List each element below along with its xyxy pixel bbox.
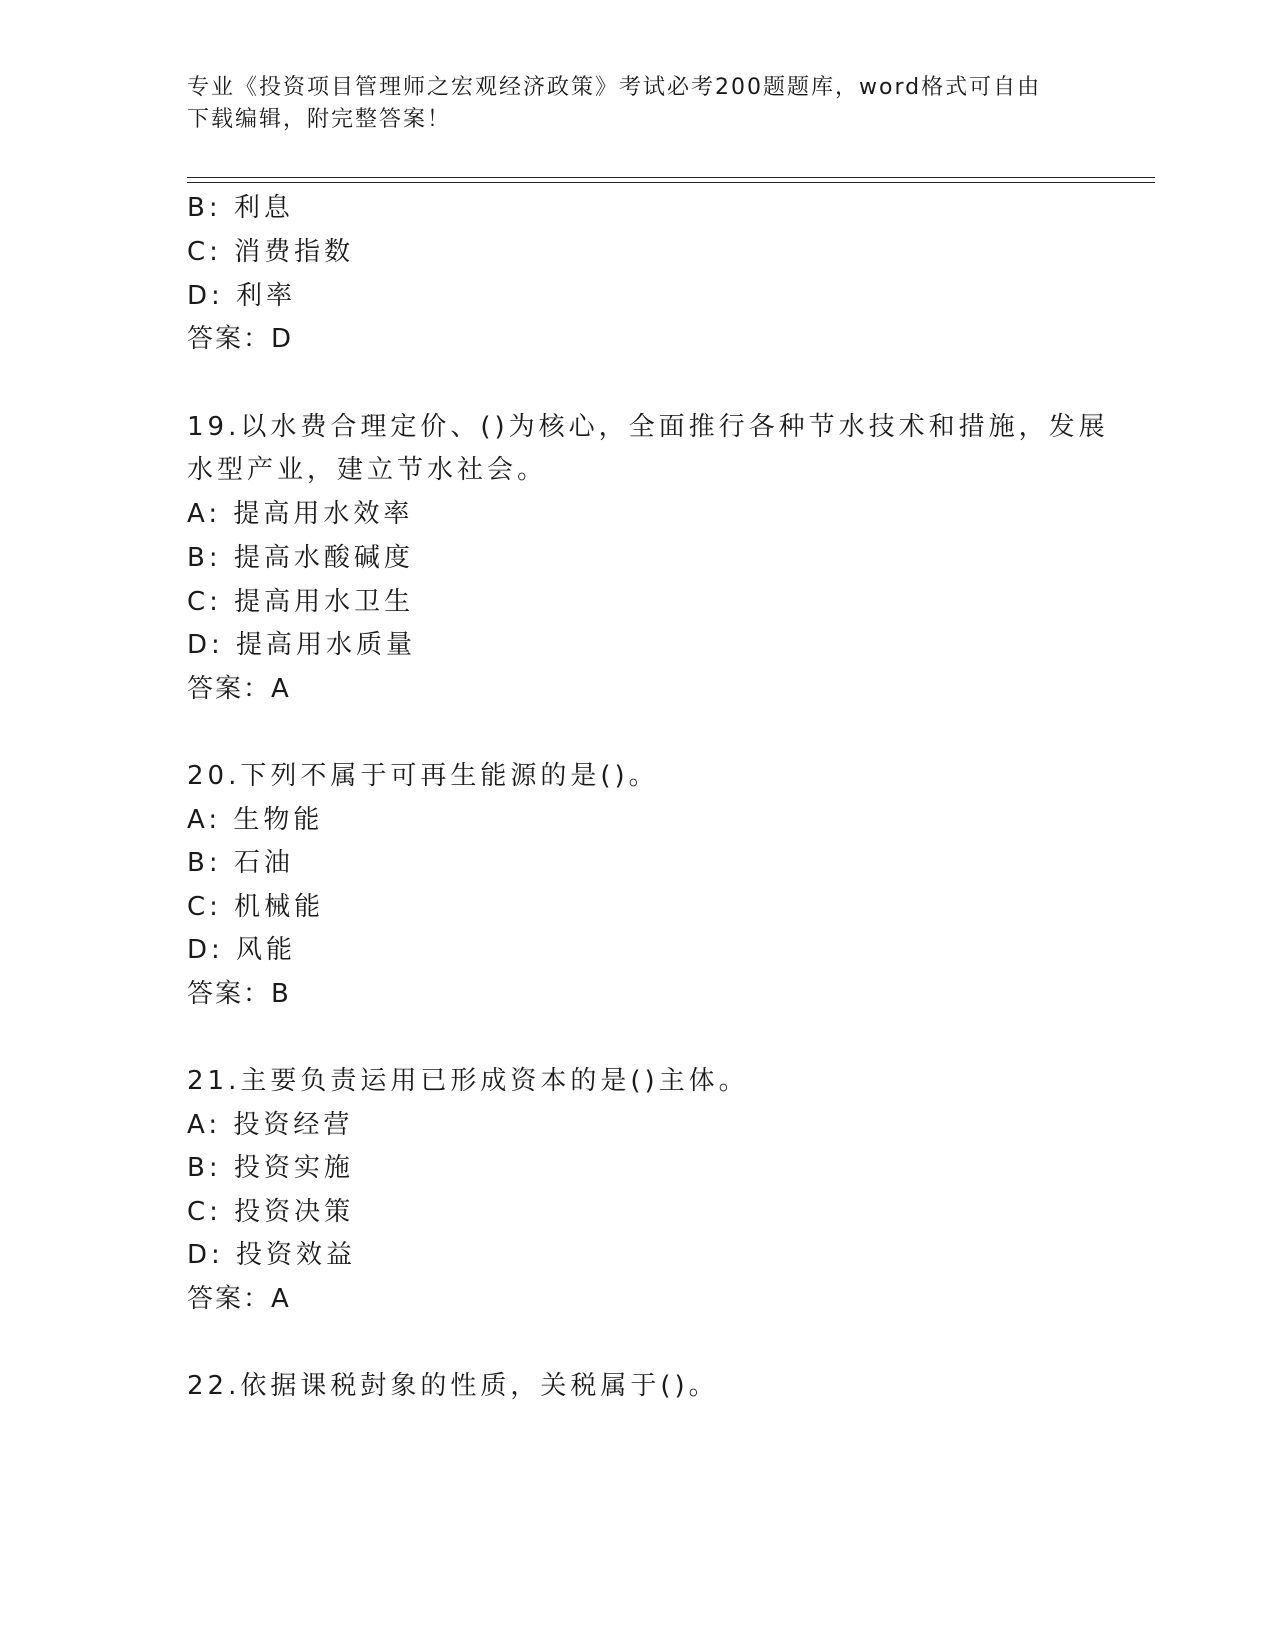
answer-line: 答案：D xyxy=(187,324,294,354)
answer-line: 答案：B xyxy=(187,979,291,1009)
answer-line: 答案：A xyxy=(187,1284,291,1314)
question-line: 水型产业，建立节水社会。 xyxy=(187,455,548,485)
header-line-1: 专业《投资项目管理师之宏观经济政策》考试必考200题题库，word格式可自由 xyxy=(187,75,1042,100)
option-line: B: 提高水酸碱度 xyxy=(187,543,414,573)
option-line: B: 石油 xyxy=(187,848,294,878)
option-line: A: 生物能 xyxy=(187,805,324,835)
option-line: B: 投资实施 xyxy=(187,1153,354,1183)
option-line: A: 提高用水效率 xyxy=(187,499,414,529)
option-line: A: 投资经营 xyxy=(187,1110,354,1140)
question-line: 20.下列不属于可再生能源的是()。 xyxy=(187,761,659,791)
header-line-2: 下载编辑，附完整答案！ xyxy=(187,107,452,132)
question-line: 19.以水费合理定价、()为核心，全面推行各种节水技术和措施，发展 xyxy=(187,412,1109,442)
option-line: D: 投资效益 xyxy=(187,1240,357,1270)
option-line: B: 利息 xyxy=(187,193,294,223)
option-line: D: 风能 xyxy=(187,935,297,965)
option-line: D: 利率 xyxy=(187,281,297,311)
header-rule-top xyxy=(187,177,1155,178)
option-line: C: 机械能 xyxy=(187,892,325,922)
question-line: 22.依据课税尌象的性质，关税属于()。 xyxy=(187,1371,719,1401)
option-line: D: 提高用水质量 xyxy=(187,630,417,660)
option-line: C: 消费指数 xyxy=(187,237,355,267)
header-rule-bottom xyxy=(187,182,1155,183)
document-header xyxy=(187,72,1087,136)
question-line: 21.主要负责运用已形成资本的是()主体。 xyxy=(187,1066,749,1096)
option-line: C: 提高用水卫生 xyxy=(187,587,415,617)
option-line: C: 投资决策 xyxy=(187,1197,355,1227)
answer-line: 答案：A xyxy=(187,674,291,704)
